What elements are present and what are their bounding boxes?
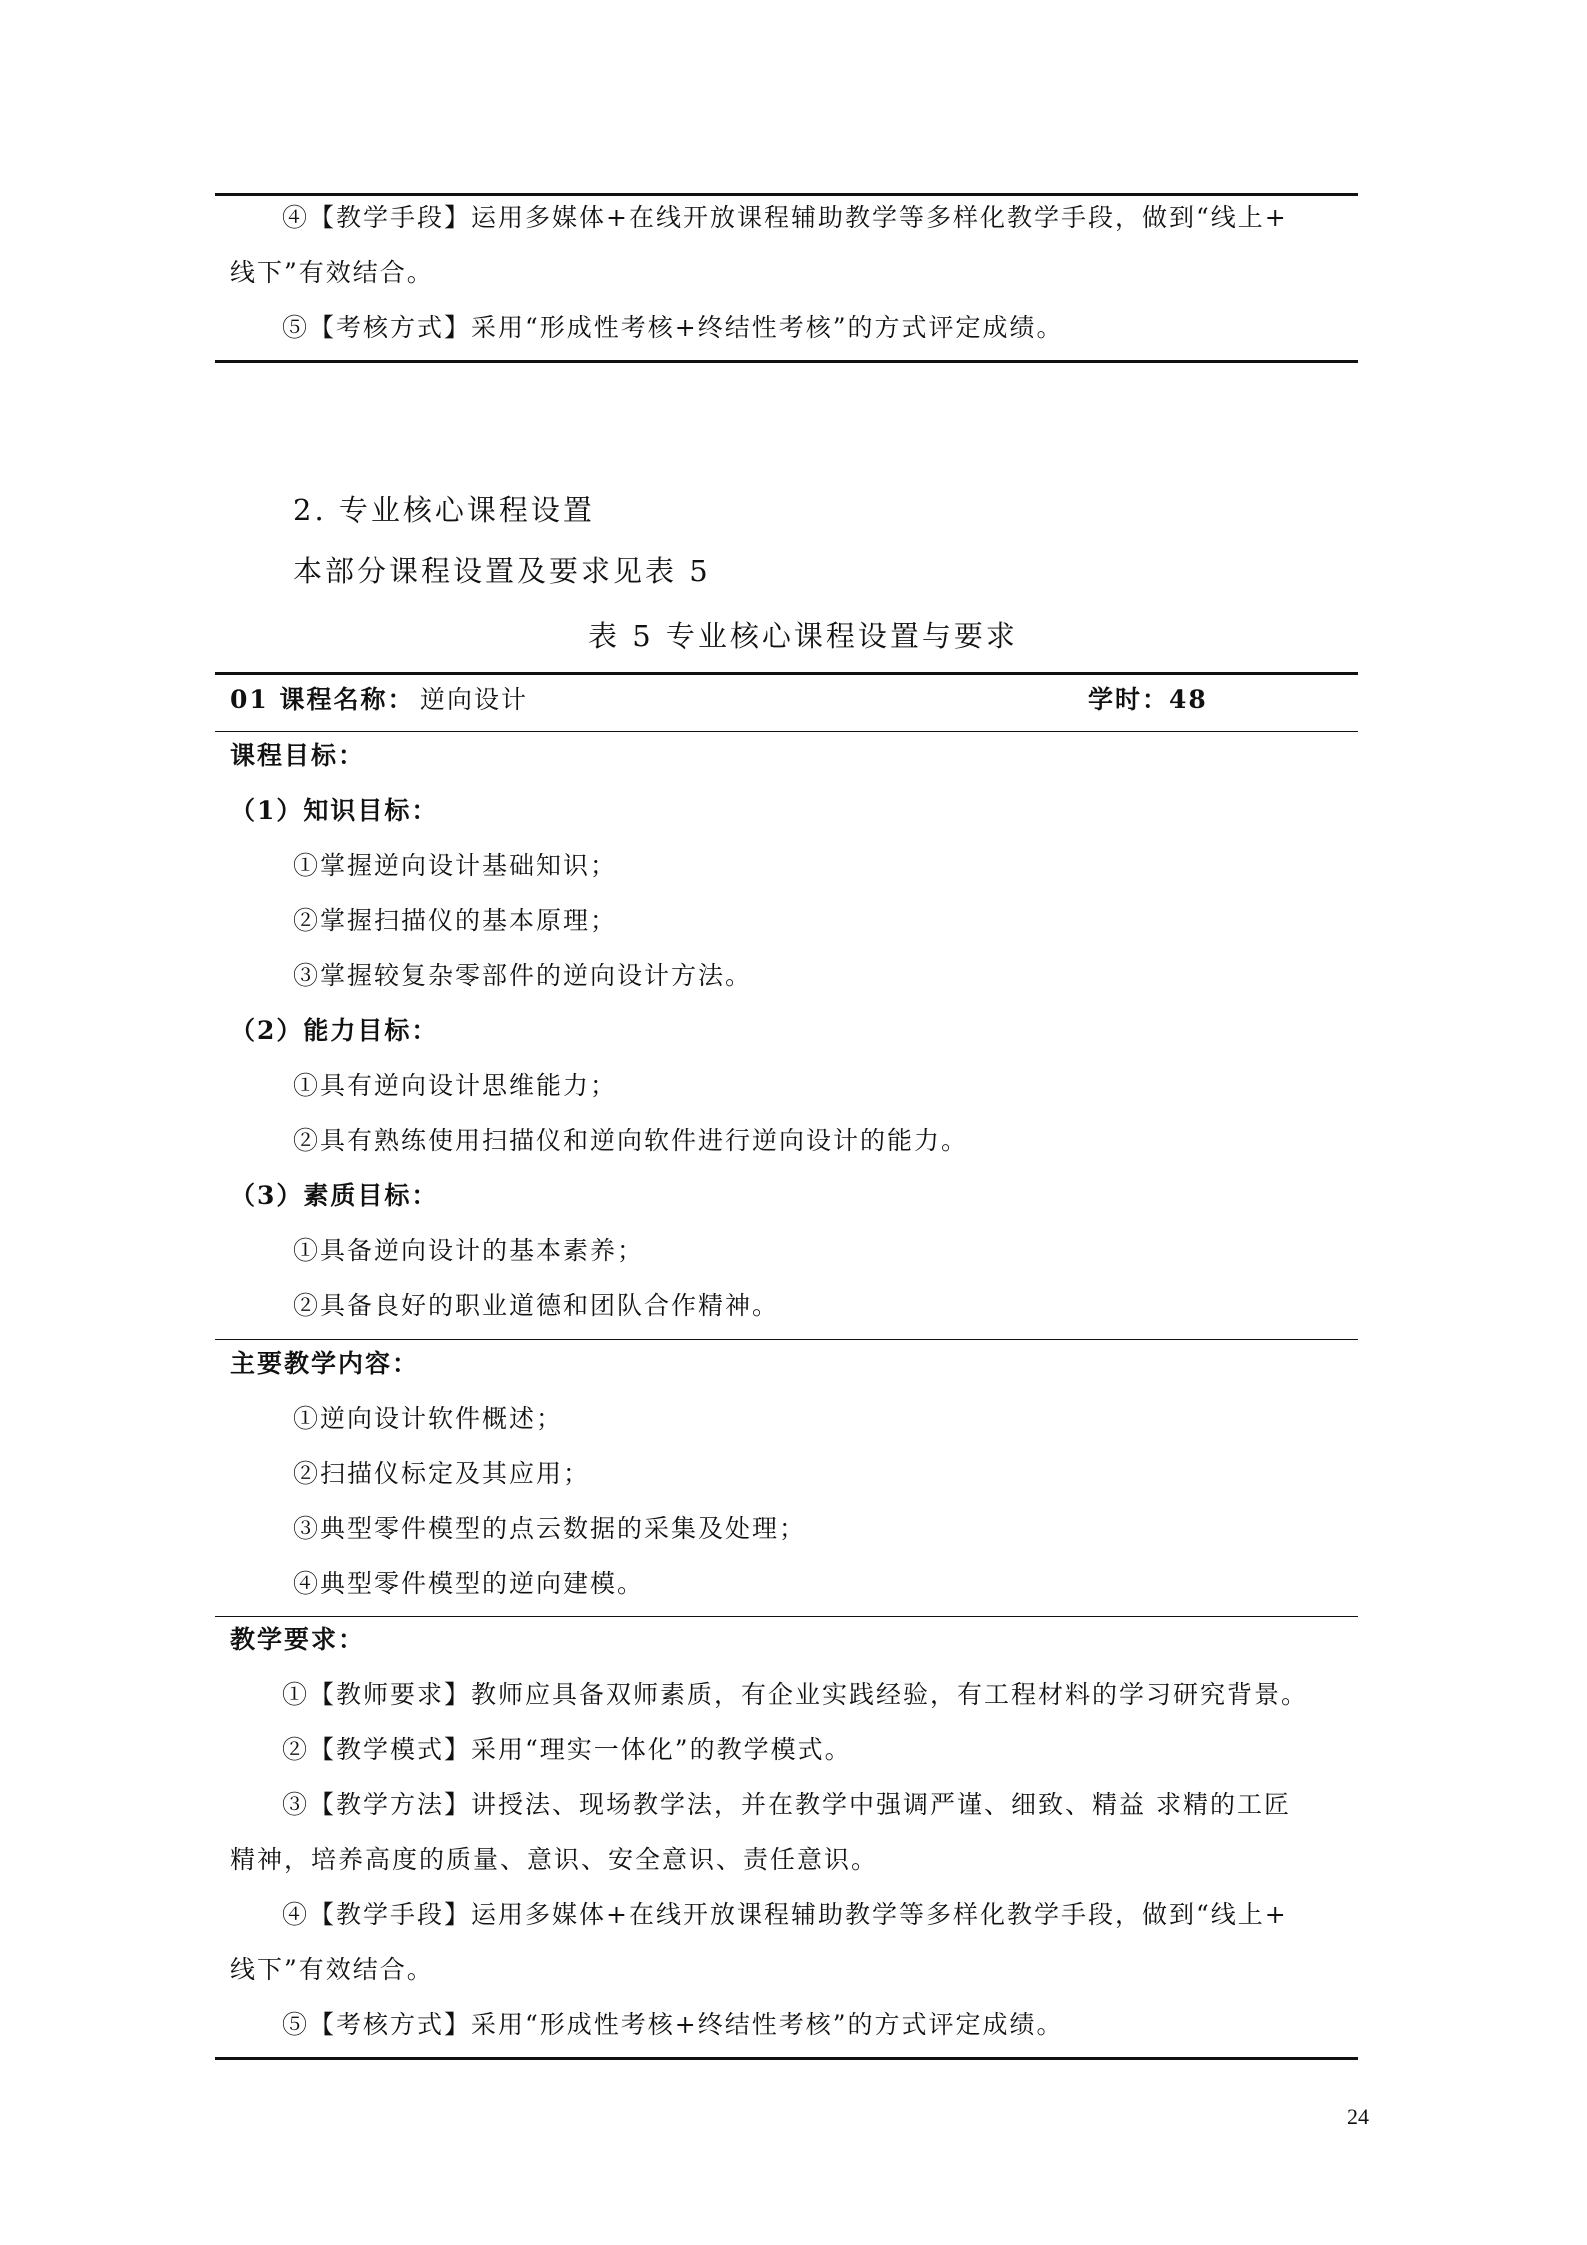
table-bottom-rule: [215, 2057, 1358, 2060]
knowledge-item-3: ③掌握较复杂零部件的逆向设计方法。: [293, 961, 753, 990]
ability-item-2: ②具有熟练使用扫描仪和逆向软件进行逆向设计的能力。: [293, 1126, 969, 1155]
req-line-7: ⑤【考核方式】采用“形成性考核+终结性考核”的方式评定成绩。: [282, 2010, 1064, 2039]
knowledge-item-1: ①掌握逆向设计基础知识；: [293, 851, 618, 880]
req-line-1: ①【教师要求】教师应具备双师素质，有企业实践经验，有工程材料的学习研究背景。: [282, 1680, 1309, 1709]
content-title: 主要教学内容：: [230, 1349, 420, 1378]
top-bottom-rule: [215, 360, 1358, 363]
req-title: 教学要求：: [230, 1625, 366, 1654]
content-item-2: ②扫描仪标定及其应用；: [293, 1459, 591, 1488]
req-line-3: ③【教学方法】讲授法、现场教学法，并在教学中强调严谨、细致、精益 求精的工匠: [282, 1790, 1291, 1819]
top-line-2: 线下”有效结合。: [230, 258, 434, 287]
goals-title: 课程目标：: [230, 741, 366, 770]
quality-title: （3）素质目标：: [230, 1181, 439, 1210]
req-line-2: ②【教学模式】采用“理实一体化”的教学模式。: [282, 1735, 852, 1764]
course-name-label: 01 课程名称：: [230, 685, 415, 714]
content-item-4: ④典型零件模型的逆向建模。: [293, 1569, 645, 1598]
section-intro: 本部分课程设置及要求见表 5: [293, 554, 711, 588]
page-number: 24: [1347, 2104, 1369, 2129]
row-rule-3: [215, 1616, 1358, 1617]
ability-title: （2）能力目标：: [230, 1016, 439, 1045]
course-name-value: 逆向设计: [420, 685, 529, 714]
ability-item-1: ①具有逆向设计思维能力；: [293, 1071, 618, 1100]
row-rule-1: [215, 731, 1358, 732]
table-top-rule: [215, 672, 1358, 675]
top-line-3: ⑤【考核方式】采用“形成性考核+终结性考核”的方式评定成绩。: [282, 313, 1064, 342]
section-heading: 2. 专业核心课程设置: [293, 493, 595, 527]
top-line-1: ④【教学手段】运用多媒体+在线开放课程辅助教学等多样化教学手段，做到“线上+: [282, 203, 1288, 232]
content-item-3: ③典型零件模型的点云数据的采集及处理；: [293, 1514, 807, 1543]
knowledge-title: （1）知识目标：: [230, 796, 439, 825]
knowledge-item-2: ②掌握扫描仪的基本原理；: [293, 906, 618, 935]
req-line-5: ④【教学手段】运用多媒体+在线开放课程辅助教学等多样化教学手段，做到“线上+: [282, 1900, 1288, 1929]
req-line-4: 精神，培养高度的质量、意识、安全意识、责任意识。: [230, 1845, 879, 1874]
quality-item-2: ②具备良好的职业道德和团队合作精神。: [293, 1291, 780, 1320]
row-rule-2: [215, 1339, 1358, 1340]
content-item-1: ①逆向设计软件概述；: [293, 1404, 564, 1433]
top-rule: [215, 193, 1358, 196]
course-hours: 学时：48: [1088, 685, 1208, 714]
table-caption: 表 5 专业核心课程设置与要求: [588, 619, 1018, 653]
quality-item-1: ①具备逆向设计的基本素养；: [293, 1236, 645, 1265]
req-line-6: 线下”有效结合。: [230, 1955, 434, 1984]
